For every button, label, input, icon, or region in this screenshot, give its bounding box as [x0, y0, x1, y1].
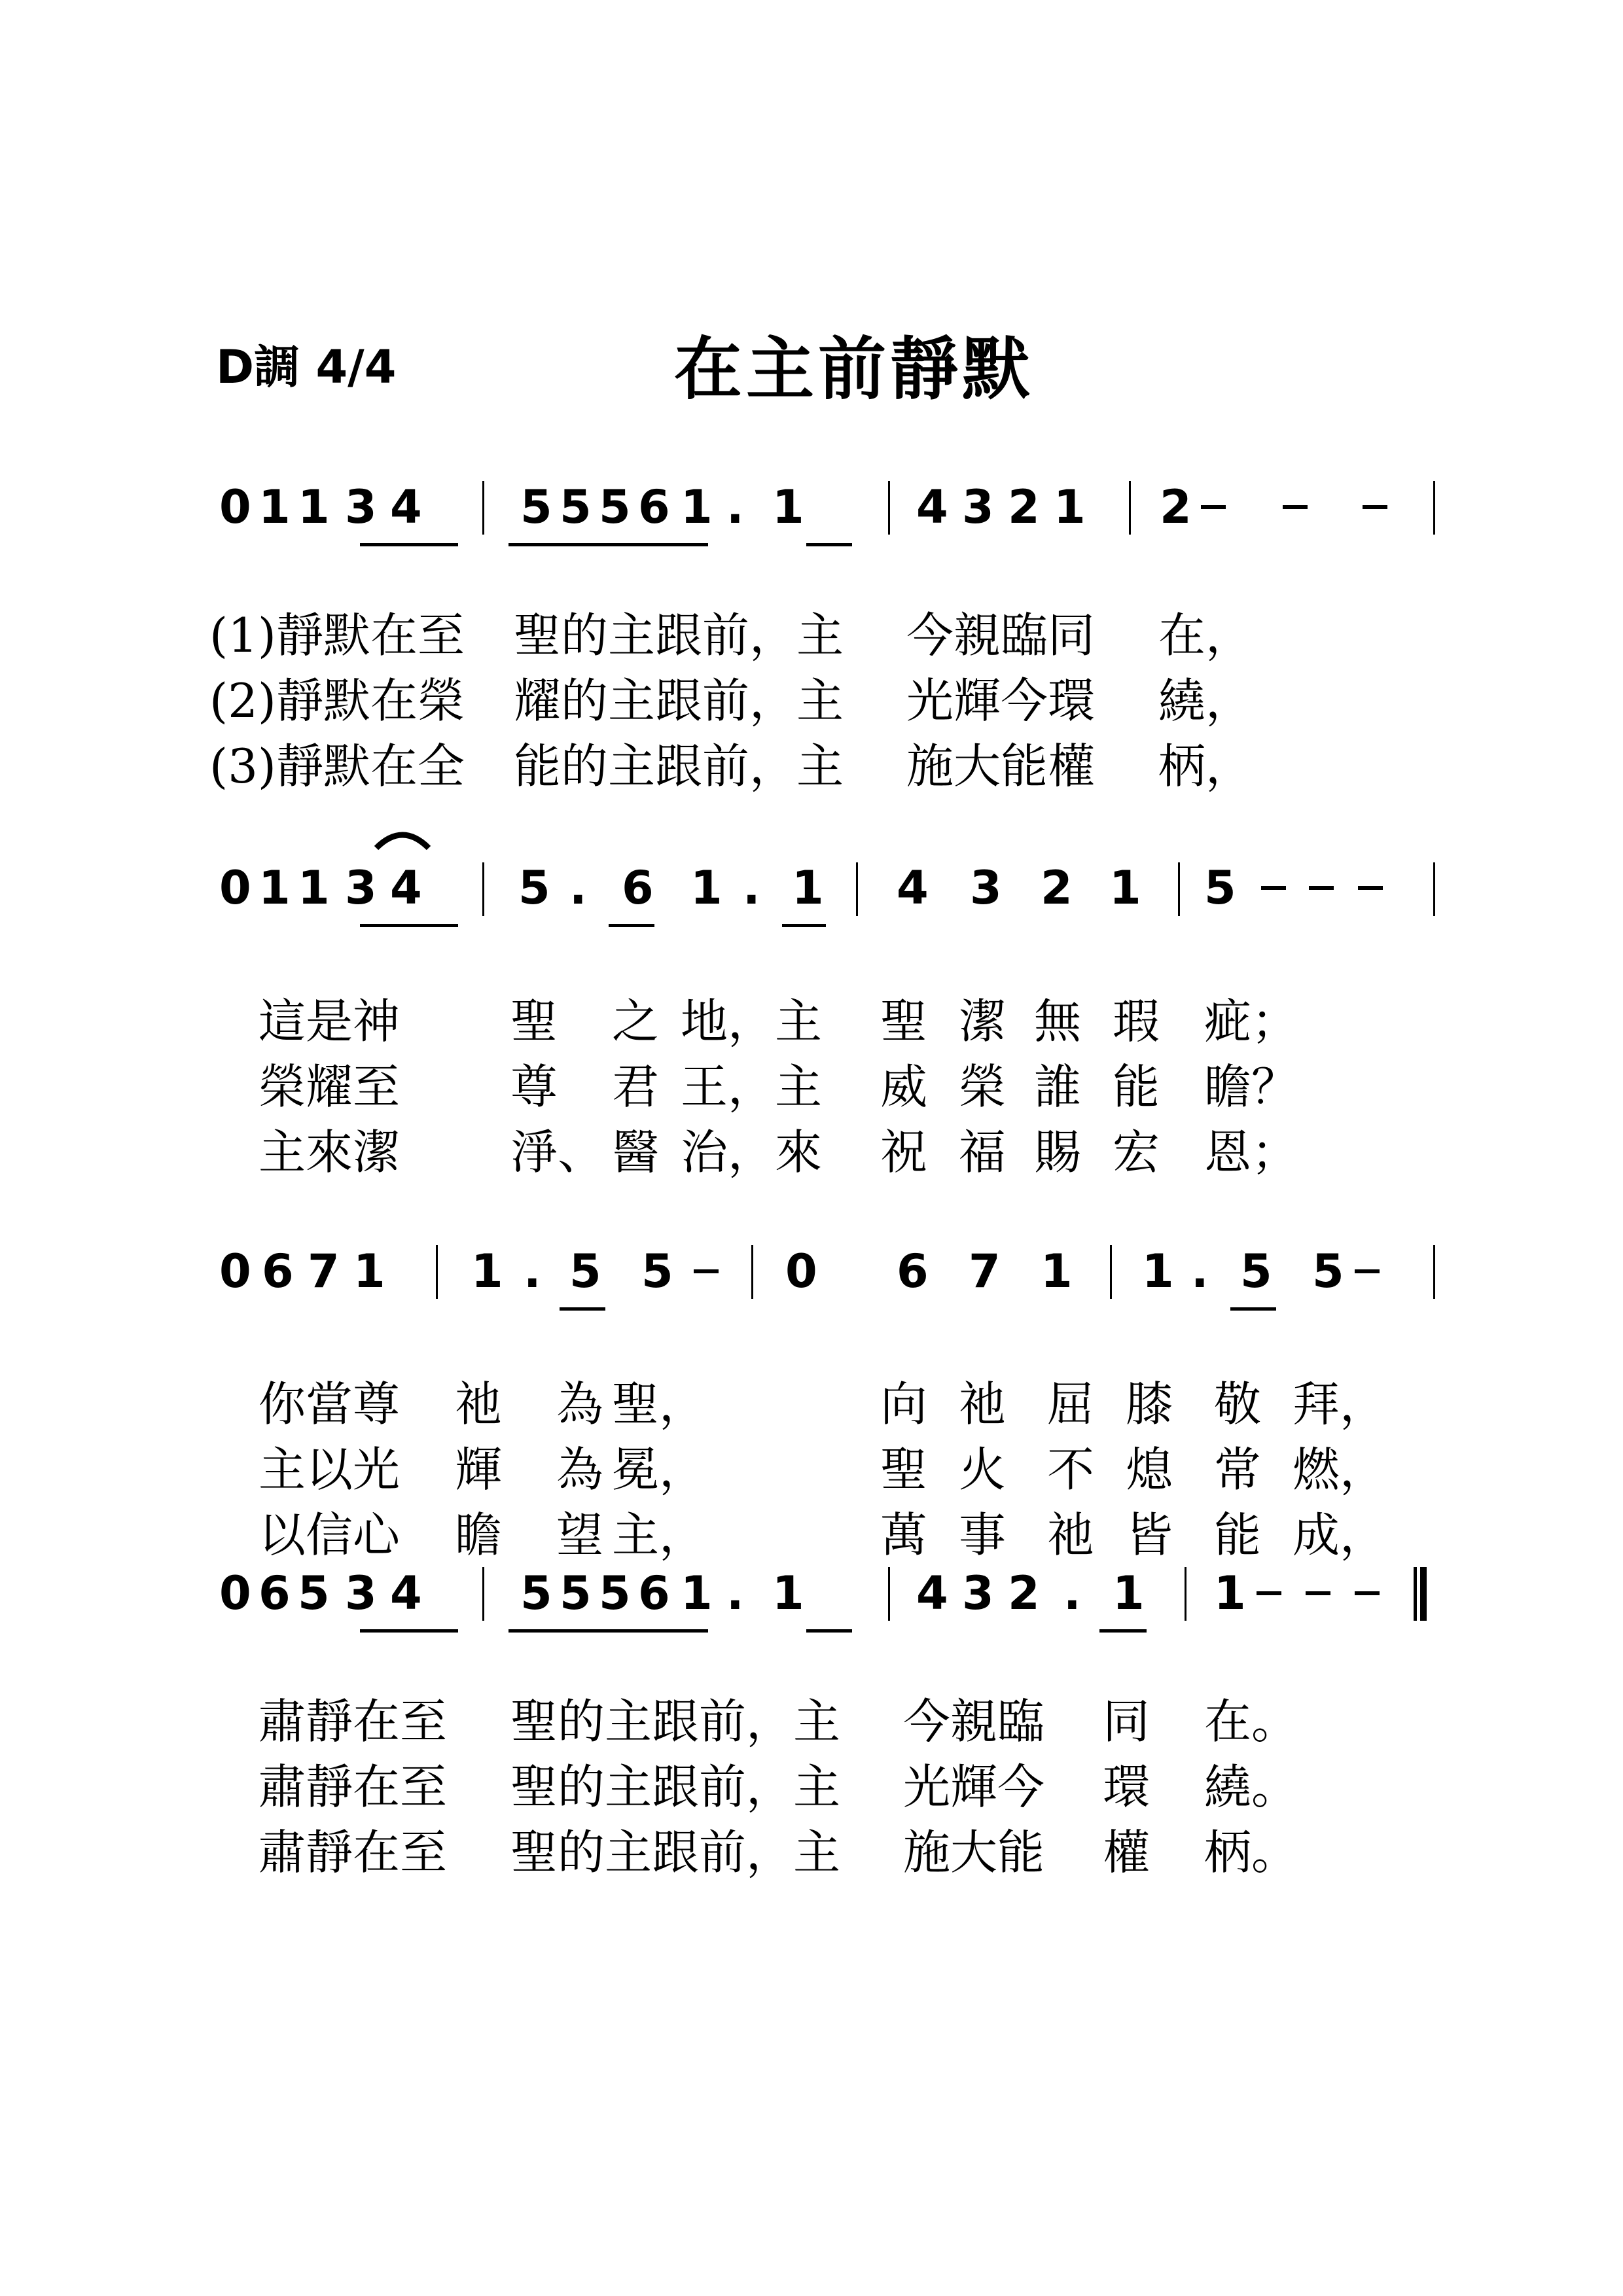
- lyric-segment: 你當尊: [259, 1377, 401, 1432]
- lyric-segment: 在，: [1158, 608, 1253, 663]
- note: 6: [259, 1566, 291, 1620]
- barline: [1433, 862, 1435, 916]
- lyric-segment: 敬: [1214, 1377, 1262, 1432]
- lyric-segment: 聖的主跟前，主: [510, 1825, 841, 1880]
- sustain-dash: [1355, 1591, 1380, 1595]
- lyric-segment: 瞻？: [1204, 1059, 1299, 1114]
- barline: [1178, 862, 1180, 916]
- note: 1: [259, 480, 291, 534]
- note: 5: [560, 1566, 592, 1620]
- note: 1: [471, 1245, 503, 1298]
- lyric-segment: 無: [1034, 994, 1082, 1049]
- note: 1: [772, 1566, 804, 1620]
- lyric-segment: 福: [959, 1125, 1007, 1180]
- lyric-segment: 祝: [880, 1125, 928, 1180]
- lyric-segment: 能的主跟前，主: [514, 739, 844, 794]
- note: 3: [345, 480, 377, 534]
- barline: [1185, 1567, 1186, 1621]
- lyric-segment: 肅靜在至: [259, 1825, 448, 1880]
- lyric-segment: 榮耀至: [259, 1059, 401, 1114]
- lyric-segment: 柄，: [1158, 739, 1253, 794]
- eighth-note-underline: [508, 543, 708, 546]
- note: 4: [916, 480, 948, 534]
- lyric-segment: 耀的主跟前，主: [514, 673, 844, 728]
- lyric-segment: 施大能權: [906, 739, 1096, 794]
- lyric-segment: 榮: [959, 1059, 1007, 1114]
- eighth-note-underline: [360, 543, 458, 546]
- lyric-segment: (1)靜默在至: [209, 608, 465, 663]
- lyric-segment: 醫: [612, 1125, 660, 1180]
- lyric-segment: 今親臨同: [906, 608, 1096, 663]
- final-barline-thin: [1414, 1567, 1417, 1621]
- lyric-segment: (3)靜默在全: [209, 739, 465, 794]
- sustain-dash: [1257, 1591, 1281, 1595]
- lyric-segment: 聖: [880, 994, 928, 1049]
- lyric-segment: 聖的主跟前，主: [510, 1694, 841, 1749]
- lyric-segment: 誰: [1034, 1059, 1082, 1114]
- lyric-segment: 之: [612, 994, 660, 1049]
- lyric-segment: 疵；: [1204, 994, 1299, 1049]
- note: 3: [962, 480, 994, 534]
- lyric-segment: 肅靜在至: [259, 1694, 448, 1749]
- sustain-dash: [1306, 1591, 1330, 1595]
- eighth-note-underline: [360, 1629, 458, 1633]
- note: 4: [390, 1566, 422, 1620]
- lyric-segment: 熄: [1126, 1442, 1173, 1497]
- note: 1: [690, 861, 722, 915]
- lyric-segment: 宏: [1113, 1125, 1160, 1180]
- sustain-dash: [1358, 886, 1383, 890]
- note: 1: [259, 861, 291, 915]
- lyric-segment: 膝: [1126, 1377, 1173, 1432]
- lyric-segment: 拜，: [1293, 1377, 1387, 1432]
- lyric-segment: 今親臨: [903, 1694, 1045, 1749]
- note: 0: [219, 861, 251, 915]
- eighth-note-underline: [508, 1629, 708, 1633]
- lyric-segment: 冕，: [612, 1442, 707, 1497]
- lyric-segment: 皆: [1126, 1508, 1173, 1563]
- lyric-segment: 在。: [1204, 1694, 1299, 1749]
- lyric-segment: 柄。: [1204, 1825, 1299, 1880]
- note: 5: [520, 1566, 552, 1620]
- note: .: [569, 861, 587, 915]
- note: 1: [1041, 1245, 1073, 1298]
- note: 0: [219, 480, 251, 534]
- lyric-segment: 祂: [1047, 1508, 1095, 1563]
- note: 1: [1054, 480, 1086, 534]
- note: 3: [345, 1566, 377, 1620]
- note: 7: [969, 1245, 1001, 1298]
- lyric-segment: 淨、: [510, 1125, 605, 1180]
- final-barline: [1420, 1567, 1427, 1621]
- lyric-segment: 常: [1214, 1442, 1262, 1497]
- note: 1: [772, 480, 804, 534]
- note: 5: [641, 1245, 673, 1298]
- note: 1: [298, 480, 330, 534]
- barline: [856, 862, 858, 916]
- lyric-segment: 輝: [455, 1442, 503, 1497]
- lyric-segment: 賜: [1034, 1125, 1082, 1180]
- lyric-segment: 屈: [1047, 1377, 1095, 1432]
- lyric-segment: 事: [959, 1508, 1007, 1563]
- lyric-segment: 這是神: [259, 994, 401, 1049]
- lyric-segment: 主來潔: [259, 1125, 401, 1180]
- lyric-segment: 恩；: [1204, 1125, 1299, 1180]
- lyric-segment: 肅靜在至: [259, 1759, 448, 1814]
- barline: [482, 862, 484, 916]
- note: 4: [390, 480, 422, 534]
- note: 2: [1008, 1566, 1040, 1620]
- lyric-segment: 燃，: [1293, 1442, 1387, 1497]
- note: .: [743, 861, 760, 915]
- slur-mark: [373, 826, 432, 852]
- note: 1: [792, 861, 824, 915]
- lyric-segment: 能: [1113, 1059, 1160, 1114]
- lyric-segment: 地，主: [681, 994, 823, 1049]
- note: 6: [897, 1245, 929, 1298]
- note: 1: [1113, 1566, 1145, 1620]
- note: 0: [785, 1245, 817, 1298]
- barline: [751, 1245, 753, 1299]
- note: 5: [520, 480, 552, 534]
- sustain-dash: [1283, 505, 1308, 509]
- note: .: [1063, 1566, 1081, 1620]
- barline: [1110, 1245, 1112, 1299]
- lyric-segment: 治，來: [681, 1125, 823, 1180]
- lyric-segment: 瑕: [1113, 994, 1160, 1049]
- eighth-note-underline: [609, 924, 654, 927]
- note: 1: [298, 861, 330, 915]
- barline: [482, 481, 484, 535]
- note: 5: [1312, 1245, 1344, 1298]
- lyric-segment: 主以光: [259, 1442, 401, 1497]
- lyric-segment: 施大能: [903, 1825, 1045, 1880]
- note: 6: [622, 861, 654, 915]
- lyric-segment: 威: [880, 1059, 928, 1114]
- barline: [888, 1567, 890, 1621]
- barline: [1433, 481, 1435, 535]
- lyric-segment: 以信心: [259, 1508, 401, 1563]
- note: .: [726, 480, 744, 534]
- eighth-note-underline: [782, 924, 826, 927]
- eighth-note-underline: [806, 1629, 852, 1633]
- lyric-segment: 為: [556, 1377, 604, 1432]
- note: .: [524, 1245, 541, 1298]
- lyric-segment: 聖的主跟前，主: [514, 608, 844, 663]
- note: 2: [1041, 861, 1073, 915]
- lyric-segment: (2)靜默在榮: [209, 673, 465, 728]
- barline: [482, 1567, 484, 1621]
- barline: [1433, 1245, 1435, 1299]
- note: 3: [345, 861, 377, 915]
- lyric-segment: 尊: [510, 1059, 558, 1114]
- note: 1: [681, 1566, 713, 1620]
- lyric-segment: 祂: [455, 1377, 503, 1432]
- barline: [436, 1245, 438, 1299]
- note: 5: [1240, 1245, 1272, 1298]
- note: 6: [638, 1566, 670, 1620]
- note: 5: [518, 861, 550, 915]
- note: 1: [1214, 1566, 1246, 1620]
- note: 6: [638, 480, 670, 534]
- note: 4: [897, 861, 929, 915]
- note: 2: [1160, 480, 1192, 534]
- lyric-segment: 向: [880, 1377, 928, 1432]
- eighth-note-underline: [360, 924, 458, 927]
- note: 4: [916, 1566, 948, 1620]
- note: 4: [390, 861, 422, 915]
- barline: [888, 481, 890, 535]
- sustain-dash: [1309, 886, 1334, 890]
- lyric-segment: 同: [1103, 1694, 1150, 1749]
- sustain-dash: [694, 1269, 719, 1273]
- note: 5: [298, 1566, 330, 1620]
- lyric-segment: 繞，: [1158, 673, 1253, 728]
- lyric-segment: 不: [1047, 1442, 1095, 1497]
- note: 5: [599, 1566, 631, 1620]
- lyric-segment: 瞻: [455, 1508, 503, 1563]
- eighth-note-underline: [1230, 1307, 1276, 1311]
- sustain-dash: [1261, 886, 1286, 890]
- note: 1: [353, 1245, 385, 1298]
- note: .: [726, 1566, 744, 1620]
- lyric-segment: 光輝今環: [906, 673, 1096, 728]
- song-title: 在主前靜默: [674, 328, 1035, 409]
- note: 1: [1109, 861, 1141, 915]
- lyric-segment: 聖的主跟前，主: [510, 1759, 841, 1814]
- note: 3: [962, 1566, 994, 1620]
- note: 5: [569, 1245, 601, 1298]
- note: 0: [219, 1245, 251, 1298]
- lyric-segment: 環: [1103, 1759, 1150, 1814]
- lyric-segment: 權: [1103, 1825, 1150, 1880]
- lyric-segment: 望: [556, 1508, 604, 1563]
- lyric-segment: 能: [1214, 1508, 1262, 1563]
- key-signature: D調 4/4: [216, 340, 397, 394]
- eighth-note-underline: [806, 543, 852, 546]
- lyric-segment: 主，: [612, 1508, 707, 1563]
- sustain-dash: [1201, 505, 1226, 509]
- lyric-segment: 祂: [959, 1377, 1007, 1432]
- barline: [1129, 481, 1131, 535]
- note: 2: [1008, 480, 1040, 534]
- note: 6: [262, 1245, 294, 1298]
- lyric-segment: 君: [612, 1059, 660, 1114]
- lyric-segment: 光輝今: [903, 1759, 1045, 1814]
- sustain-dash: [1363, 505, 1387, 509]
- note: 5: [599, 480, 631, 534]
- lyric-segment: 成，: [1293, 1508, 1387, 1563]
- lyric-segment: 萬: [880, 1508, 928, 1563]
- lyric-segment: 聖: [510, 994, 558, 1049]
- lyric-segment: 火: [959, 1442, 1007, 1497]
- note: 0: [219, 1566, 251, 1620]
- note: 5: [1204, 861, 1236, 915]
- note: 1: [1142, 1245, 1174, 1298]
- lyric-segment: 王，主: [681, 1059, 823, 1114]
- note: 1: [681, 480, 713, 534]
- note: 7: [308, 1245, 340, 1298]
- lyric-segment: 聖: [880, 1442, 928, 1497]
- note: 5: [560, 480, 592, 534]
- note: 3: [970, 861, 1002, 915]
- lyric-segment: 為: [556, 1442, 604, 1497]
- lyric-segment: 聖，: [612, 1377, 707, 1432]
- lyric-segment: 潔: [959, 994, 1007, 1049]
- lyric-segment: 繞。: [1204, 1759, 1299, 1814]
- eighth-note-underline: [560, 1307, 605, 1311]
- note: .: [1191, 1245, 1209, 1298]
- eighth-note-underline: [1099, 1629, 1147, 1633]
- sustain-dash: [1355, 1269, 1380, 1273]
